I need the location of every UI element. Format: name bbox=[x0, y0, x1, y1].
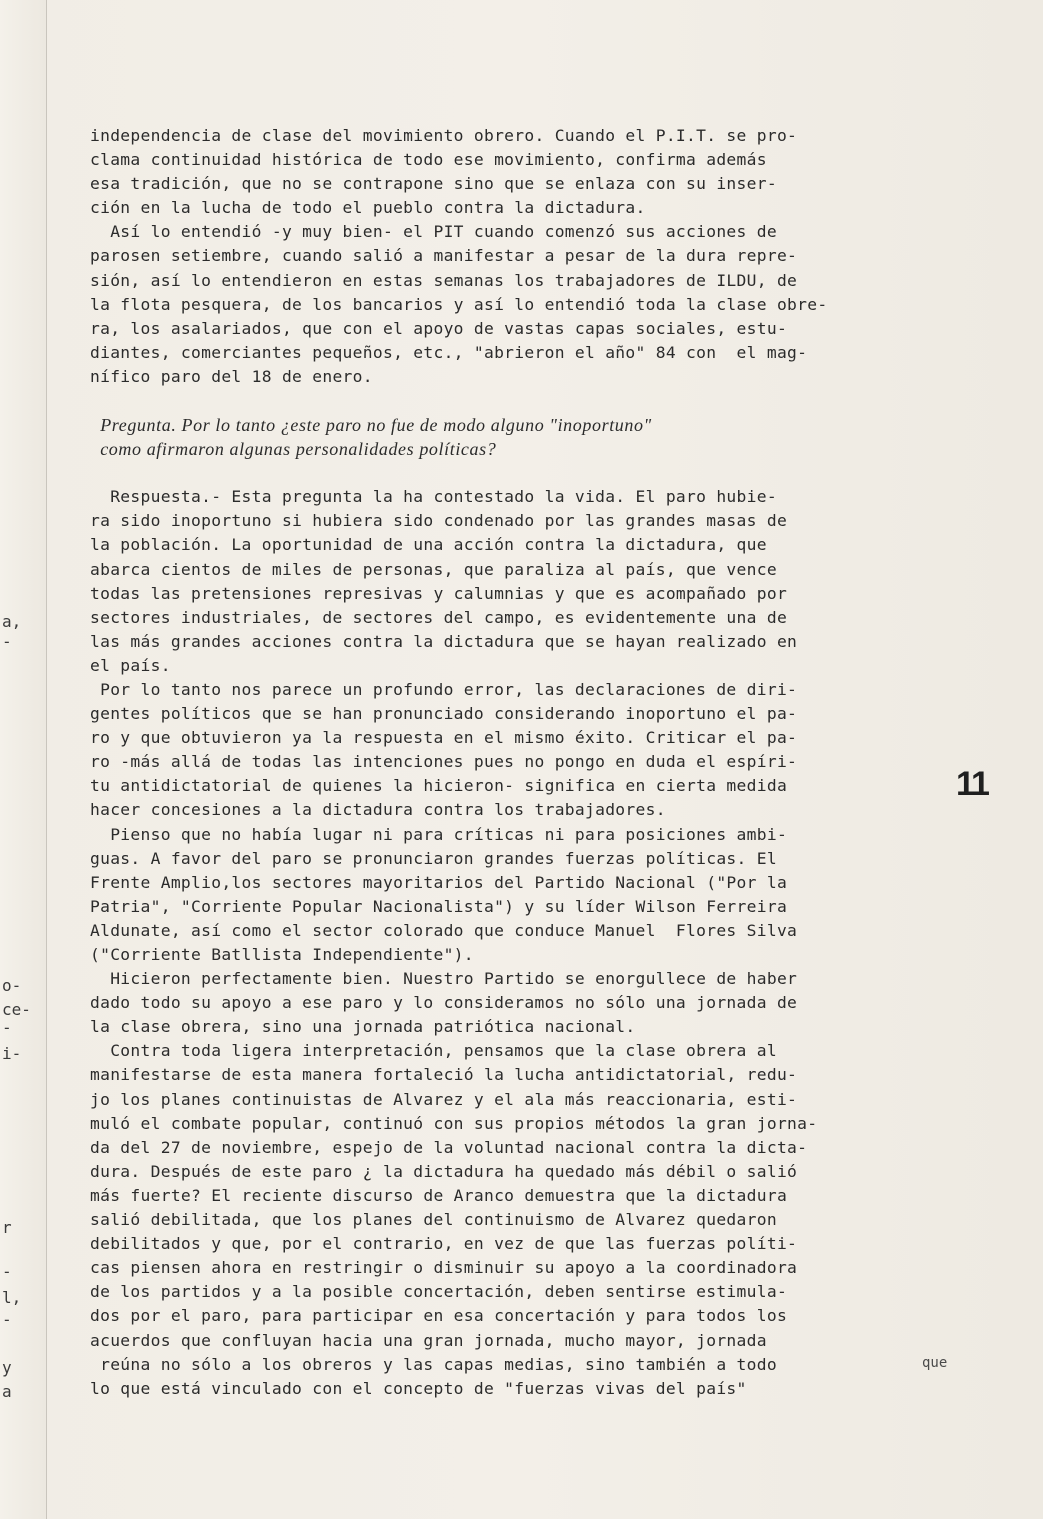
text-line: manifestarse de esta manera fortaleció la lucha antidictatorial, redu- bbox=[90, 1065, 798, 1085]
text-line: ra sido inoportuno si hubiera sido condenado por las grandes masas de bbox=[90, 511, 788, 531]
text-line: de los partidos y a la posible concertación, deben sentirse estimula- bbox=[90, 1282, 788, 1302]
paragraph-gap bbox=[90, 461, 970, 485]
text-line: salió debilitada, que los planes del continuismo de Alvarez quedaron bbox=[90, 1210, 777, 1230]
text-line: ción en la lucha de todo el pueblo contra la dictadura. bbox=[90, 198, 646, 218]
edge-fragment: - bbox=[2, 1262, 12, 1281]
text-line: diantes, comerciantes pequeños, etc., "abrieron el año" 84 con el mag- bbox=[90, 342, 808, 362]
text-line: Aldunate, así como el sector colorado que conduce Manuel Flores Silva bbox=[90, 920, 798, 940]
edge-fragment: r bbox=[2, 1218, 12, 1237]
text-line: da del 27 de noviembre, espejo de la voluntad nacional contra la dicta- bbox=[90, 1137, 808, 1157]
paragraph-1 bbox=[90, 124, 970, 220]
text-line: las más grandes acciones contra la dictadura que se hayan realizado en bbox=[90, 631, 798, 651]
text-line: sectores industriales, de sectores del campo, es evidentemente una de bbox=[90, 607, 788, 627]
text-line: todas las pretensiones represivas y calumnias y que es acompañado por bbox=[90, 583, 788, 603]
paragraph-6 bbox=[90, 967, 970, 1039]
text-line: acuerdos que confluyan hacia una gran jornada, mucho mayor, jornada bbox=[90, 1330, 767, 1350]
text-line: Contra toda ligera interpretación, pensamos que la clase obrera al bbox=[90, 1041, 777, 1061]
edge-fragment: l, bbox=[2, 1288, 22, 1307]
text-line: más fuerte? El reciente discurso de Aranco demuestra que la dictadura bbox=[90, 1185, 788, 1205]
paragraph-7 bbox=[90, 1039, 970, 1400]
text-line: Así lo entendió -y muy bien- el PIT cuando comenzó sus acciones de bbox=[90, 222, 777, 242]
text-line: Frente Amplio,los sectores mayoritarios del Partido Nacional ("Por la bbox=[90, 872, 788, 892]
adjacent-page-edge bbox=[0, 0, 47, 1519]
edge-fragment: a bbox=[2, 1382, 12, 1401]
text-line: clama continuidad histórica de todo ese movimiento, confirma además bbox=[90, 150, 767, 170]
edge-fragment: y bbox=[2, 1358, 12, 1377]
text-line: muló el combate popular, continuó con sus propios métodos la gran jorna- bbox=[90, 1113, 818, 1133]
text-line: gentes políticos que se han pronunciado considerando inoportuno el pa- bbox=[90, 704, 798, 724]
text-line: cas piensen ahora en restringir o disminuir su apoyo a la coordinadora bbox=[90, 1258, 798, 1278]
text-line: reúna no sólo a los obreros y las capas medias, sino también a todo bbox=[90, 1354, 777, 1374]
text-line: independencia de clase del movimiento obrero. Cuando el P.I.T. se pro- bbox=[90, 126, 798, 145]
text-line: dos por el paro, para participar en esa concertación y para todos los bbox=[90, 1306, 788, 1326]
text-line: Hicieron perfectamente bien. Nuestro Partido se enorgullece de haber bbox=[90, 969, 798, 989]
interview-question bbox=[90, 413, 970, 461]
text-line: nífico paro del 18 de enero. bbox=[90, 366, 373, 386]
text-line: el país. bbox=[90, 655, 171, 675]
edge-fragment: a, bbox=[2, 612, 22, 631]
edge-fragment: i- bbox=[2, 1044, 22, 1063]
edge-fragment: - bbox=[2, 1310, 12, 1329]
text-line: ro y que obtuvieron ya la respuesta en el mismo éxito. Criticar el pa- bbox=[90, 728, 798, 748]
text-line: dado todo su apoyo a ese paro y lo consideramos no sólo una jornada de bbox=[90, 993, 798, 1013]
text-line: guas. A favor del paro se pronunciaron grandes fuerzas políticas. El bbox=[90, 848, 777, 868]
page-number: 11 bbox=[956, 765, 988, 803]
text-line: esa tradición, que no se contrapone sino que se enlaza con su inser- bbox=[90, 174, 777, 194]
paragraph-4 bbox=[90, 678, 970, 823]
paragraph-gap bbox=[90, 389, 970, 413]
paragraph-3 bbox=[90, 485, 970, 678]
text-line: hacer concesiones a la dictadura contra los trabajadores. bbox=[90, 800, 666, 820]
edge-fragment: o- bbox=[2, 976, 22, 995]
text-line: la flota pesquera, de los bancarios y así lo entendió toda la clase obre- bbox=[90, 294, 828, 314]
paragraph-5 bbox=[90, 823, 970, 968]
text-line: abarca cientos de miles de personas, que paraliza al país, que vence bbox=[90, 559, 777, 579]
text-line: lo que está vinculado con el concepto de "fuerzas vivas del país" bbox=[90, 1378, 747, 1398]
paragraph-2 bbox=[90, 220, 970, 389]
text-line: Pienso que no había lugar ni para críticas ni para posiciones ambi- bbox=[90, 824, 788, 844]
edge-fragment: - bbox=[2, 632, 12, 651]
article-body bbox=[90, 124, 970, 1401]
text-line: Patria", "Corriente Popular Nacionalista") y su líder Wilson Ferreira bbox=[90, 896, 788, 916]
margin-handwritten-note: que bbox=[922, 1355, 948, 1371]
text-line: Respuesta.- Esta pregunta la ha contestado la vida. El paro hubie- bbox=[90, 487, 777, 507]
text-line: ("Corriente Batllista Independiente"). bbox=[90, 945, 474, 964]
text-line: sión, así lo entendieron en estas semanas los trabajadores de ILDU, de bbox=[90, 270, 798, 290]
text-line: jo los planes continuistas de Alvarez y el ala más reaccionaria, esti- bbox=[90, 1089, 798, 1109]
text-line: Por lo tanto nos parece un profundo error, las declaraciones de diri- bbox=[90, 679, 798, 699]
question-line: como afirmaron algunas personalidades políticas? bbox=[90, 439, 497, 460]
text-line: dura. Después de este paro ¿ la dictadura ha quedado más débil o salió bbox=[90, 1161, 798, 1181]
text-line: ro -más allá de todas las intenciones pues no pongo en duda el espíri- bbox=[90, 752, 798, 772]
text-line: ra, los asalariados, que con el apoyo de vastas capas sociales, estu- bbox=[90, 318, 788, 338]
text-line: debilitados y que, por el contrario, en vez de que las fuerzas políti- bbox=[90, 1234, 798, 1254]
text-line: la población. La oportunidad de una acción contra la dictadura, que bbox=[90, 535, 767, 555]
text-line: parosen setiembre, cuando salió a manifestar a pesar de la dura repre- bbox=[90, 246, 798, 266]
text-line: la clase obrera, sino una jornada patriótica nacional. bbox=[90, 1017, 636, 1037]
question-line: Pregunta. Por lo tanto ¿este paro no fue de modo alguno "inoportuno" bbox=[90, 415, 652, 436]
edge-fragment: - bbox=[2, 1018, 12, 1037]
text-line: tu antidictatorial de quienes la hicieron- significa en cierta medida bbox=[90, 776, 788, 796]
edge-fragment: ce- bbox=[2, 1000, 31, 1019]
